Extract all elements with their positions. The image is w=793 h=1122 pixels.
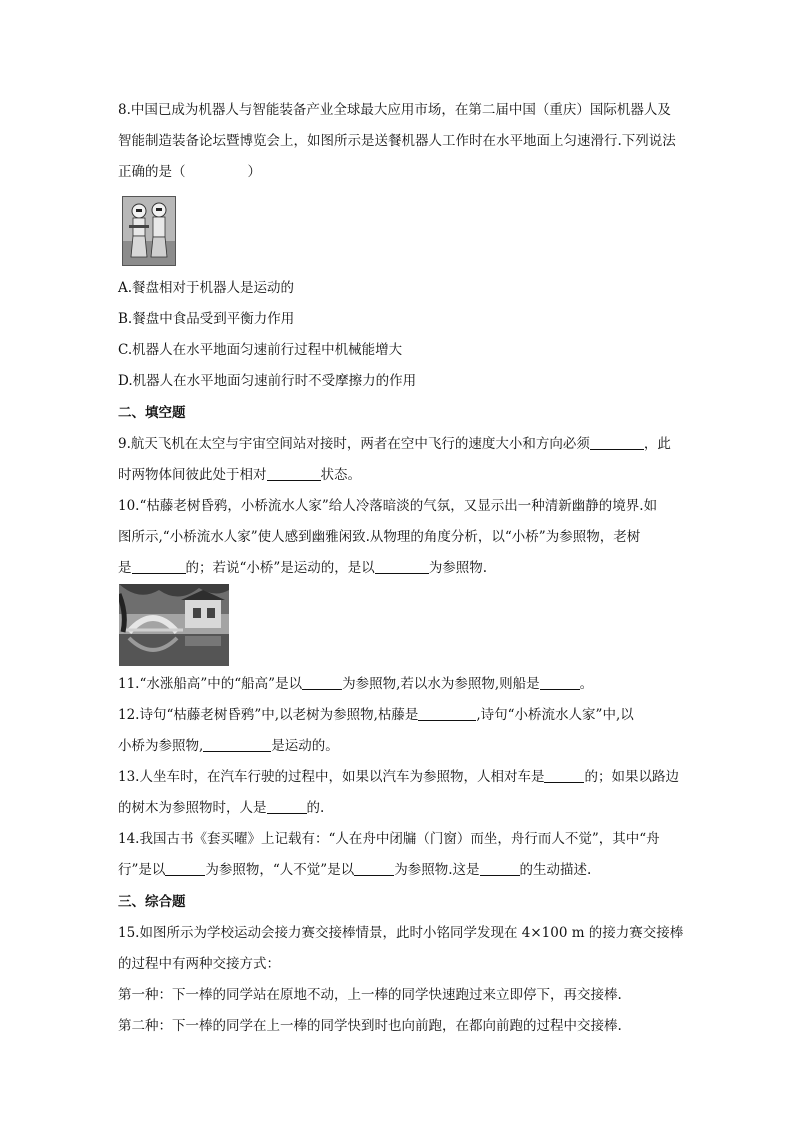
q9-text-c: 时两物体间彼此处于相对	[118, 467, 267, 483]
q8-line-3	[118, 163, 261, 181]
q8-option-c: C.机器人在水平地面匀速前行过程中机械能增大	[118, 342, 403, 358]
small-bridge-photo	[119, 584, 229, 666]
q9-text-a: 9.航天飞机在太空与宇宙空间站对接时，两者在空中飞行的速度大小和方向必须	[118, 436, 590, 452]
q9-line-2	[118, 466, 361, 484]
q8-option-d: D.机器人在水平地面匀速前行时不受摩擦力的作用	[118, 373, 417, 389]
q11-text-b: 为参照物,若以水为参照物,则船是	[342, 676, 540, 692]
q14-text-b: 为参照物，“人不觉”是以	[205, 862, 355, 878]
q9-text-b: ，此	[643, 436, 671, 452]
q13-text-d: 的.	[306, 800, 325, 816]
q13-line-1	[118, 768, 679, 786]
q8-option-a: A.餐盘相对于机器人是运动的	[118, 280, 295, 296]
q12-text-d: 是运动的。	[271, 738, 339, 754]
q15-line-1: 15.如图所示为学校运动会接力赛交接棒情景，此时小铭同学发现在 4×100 m 的接力赛交接棒	[118, 925, 684, 941]
answer-blank[interactable]	[302, 675, 342, 690]
q8-line-2: 智能制造装备论坛暨博览会上，如图所示是送餐机器人工作时在水平地面上匀速滑行.下列说法	[118, 133, 676, 149]
q8-line-1: 8.中国已成为机器人与智能装备产业全球最大应用市场，在第二届中国（重庆）国际机器人及	[118, 102, 671, 118]
q14-line-1: 14.我国古书《套买曜》上记载有：“人在舟中闭牖（门窗）而坐，舟行而人不觉”，其中“舟	[118, 831, 660, 847]
q15-line-4: 第二种：下一棒的同学在上一棒的同学快到时也向前跑，在都向前跑的过程中交接棒.	[118, 1018, 622, 1034]
q11-line	[118, 675, 593, 693]
serving-robot-photo	[122, 196, 176, 266]
q10-line-2: 图所示,“小桥流水人家”使人感到幽雅闲致.从物理的角度分析，以“小桥”为参照物，老树	[118, 529, 641, 545]
q9-line-1	[118, 435, 671, 453]
answer-blank[interactable]	[267, 466, 321, 481]
q11-text-a: 11.“水涨船高”中的“船高”是以	[118, 676, 303, 692]
q14-text-c: 为参照物.这是	[394, 862, 480, 878]
q12-text-b: ,诗句“小桥流水人家”中,以	[476, 707, 634, 723]
q8-paren-close: ）	[247, 164, 261, 180]
q15-line-3: 第一种：下一棒的同学站在原地不动，上一棒的同学快速跑过来立即停下，再交接棒.	[118, 987, 622, 1003]
q14-text-a: 行”是以	[118, 862, 166, 878]
q14-line-2	[118, 861, 591, 879]
q12-text-c: 小桥为参照物,	[118, 738, 204, 754]
q13-line-2	[118, 799, 324, 817]
answer-blank[interactable]	[165, 861, 205, 876]
section-heading-comprehensive: 三、综合题	[118, 894, 186, 910]
q13-text-c: 的树木为参照物时，人是	[118, 800, 267, 816]
answer-blank[interactable]	[267, 799, 307, 814]
answer-blank[interactable]	[203, 737, 271, 752]
q14-text-d: 的生动描述.	[519, 862, 592, 878]
answer-blank[interactable]	[132, 559, 186, 574]
q12-line-1	[118, 706, 634, 724]
answer-blank[interactable]	[354, 861, 394, 876]
answer-blank[interactable]	[375, 559, 429, 574]
q8-stem-end: 正确的是（	[118, 164, 186, 180]
answer-blank[interactable]	[418, 706, 476, 721]
q13-text-a: 13.人坐车时，在汽车行驶的过程中，如果以汽车为参照物，人相对车是	[118, 769, 545, 785]
q8-option-b: B.餐盘中食品受到平衡力作用	[118, 311, 295, 327]
q13-text-b: 的；如果以路边	[584, 769, 679, 785]
q12-text-a: 12.诗句“枯藤老树昏鸦”中,以老树为参照物,枯藤是	[118, 707, 419, 723]
q15-line-2: 的过程中有两种交接方式：	[118, 956, 280, 972]
q10-line-1: 10.“枯藤老树昏鸦，小桥流水人家”给人冷落暗淡的气氛，又显示出一种清新幽静的境界.如	[118, 498, 658, 514]
q10-text-b: 的；若说“小桥”是运动的，是以	[185, 560, 375, 576]
q9-text-d: 状态。	[320, 467, 361, 483]
answer-blank[interactable]	[544, 768, 584, 783]
q12-line-2	[118, 737, 339, 755]
answer-blank[interactable]	[540, 675, 580, 690]
q10-text-c: 为参照物.	[428, 560, 488, 576]
q10-text-a: 是	[118, 560, 132, 576]
section-heading-fill-in: 二、填空题	[118, 405, 186, 421]
answer-blank[interactable]	[590, 435, 644, 450]
answer-blank[interactable]	[480, 861, 520, 876]
q10-line-3	[118, 559, 487, 577]
q11-text-c: 。	[579, 676, 594, 692]
